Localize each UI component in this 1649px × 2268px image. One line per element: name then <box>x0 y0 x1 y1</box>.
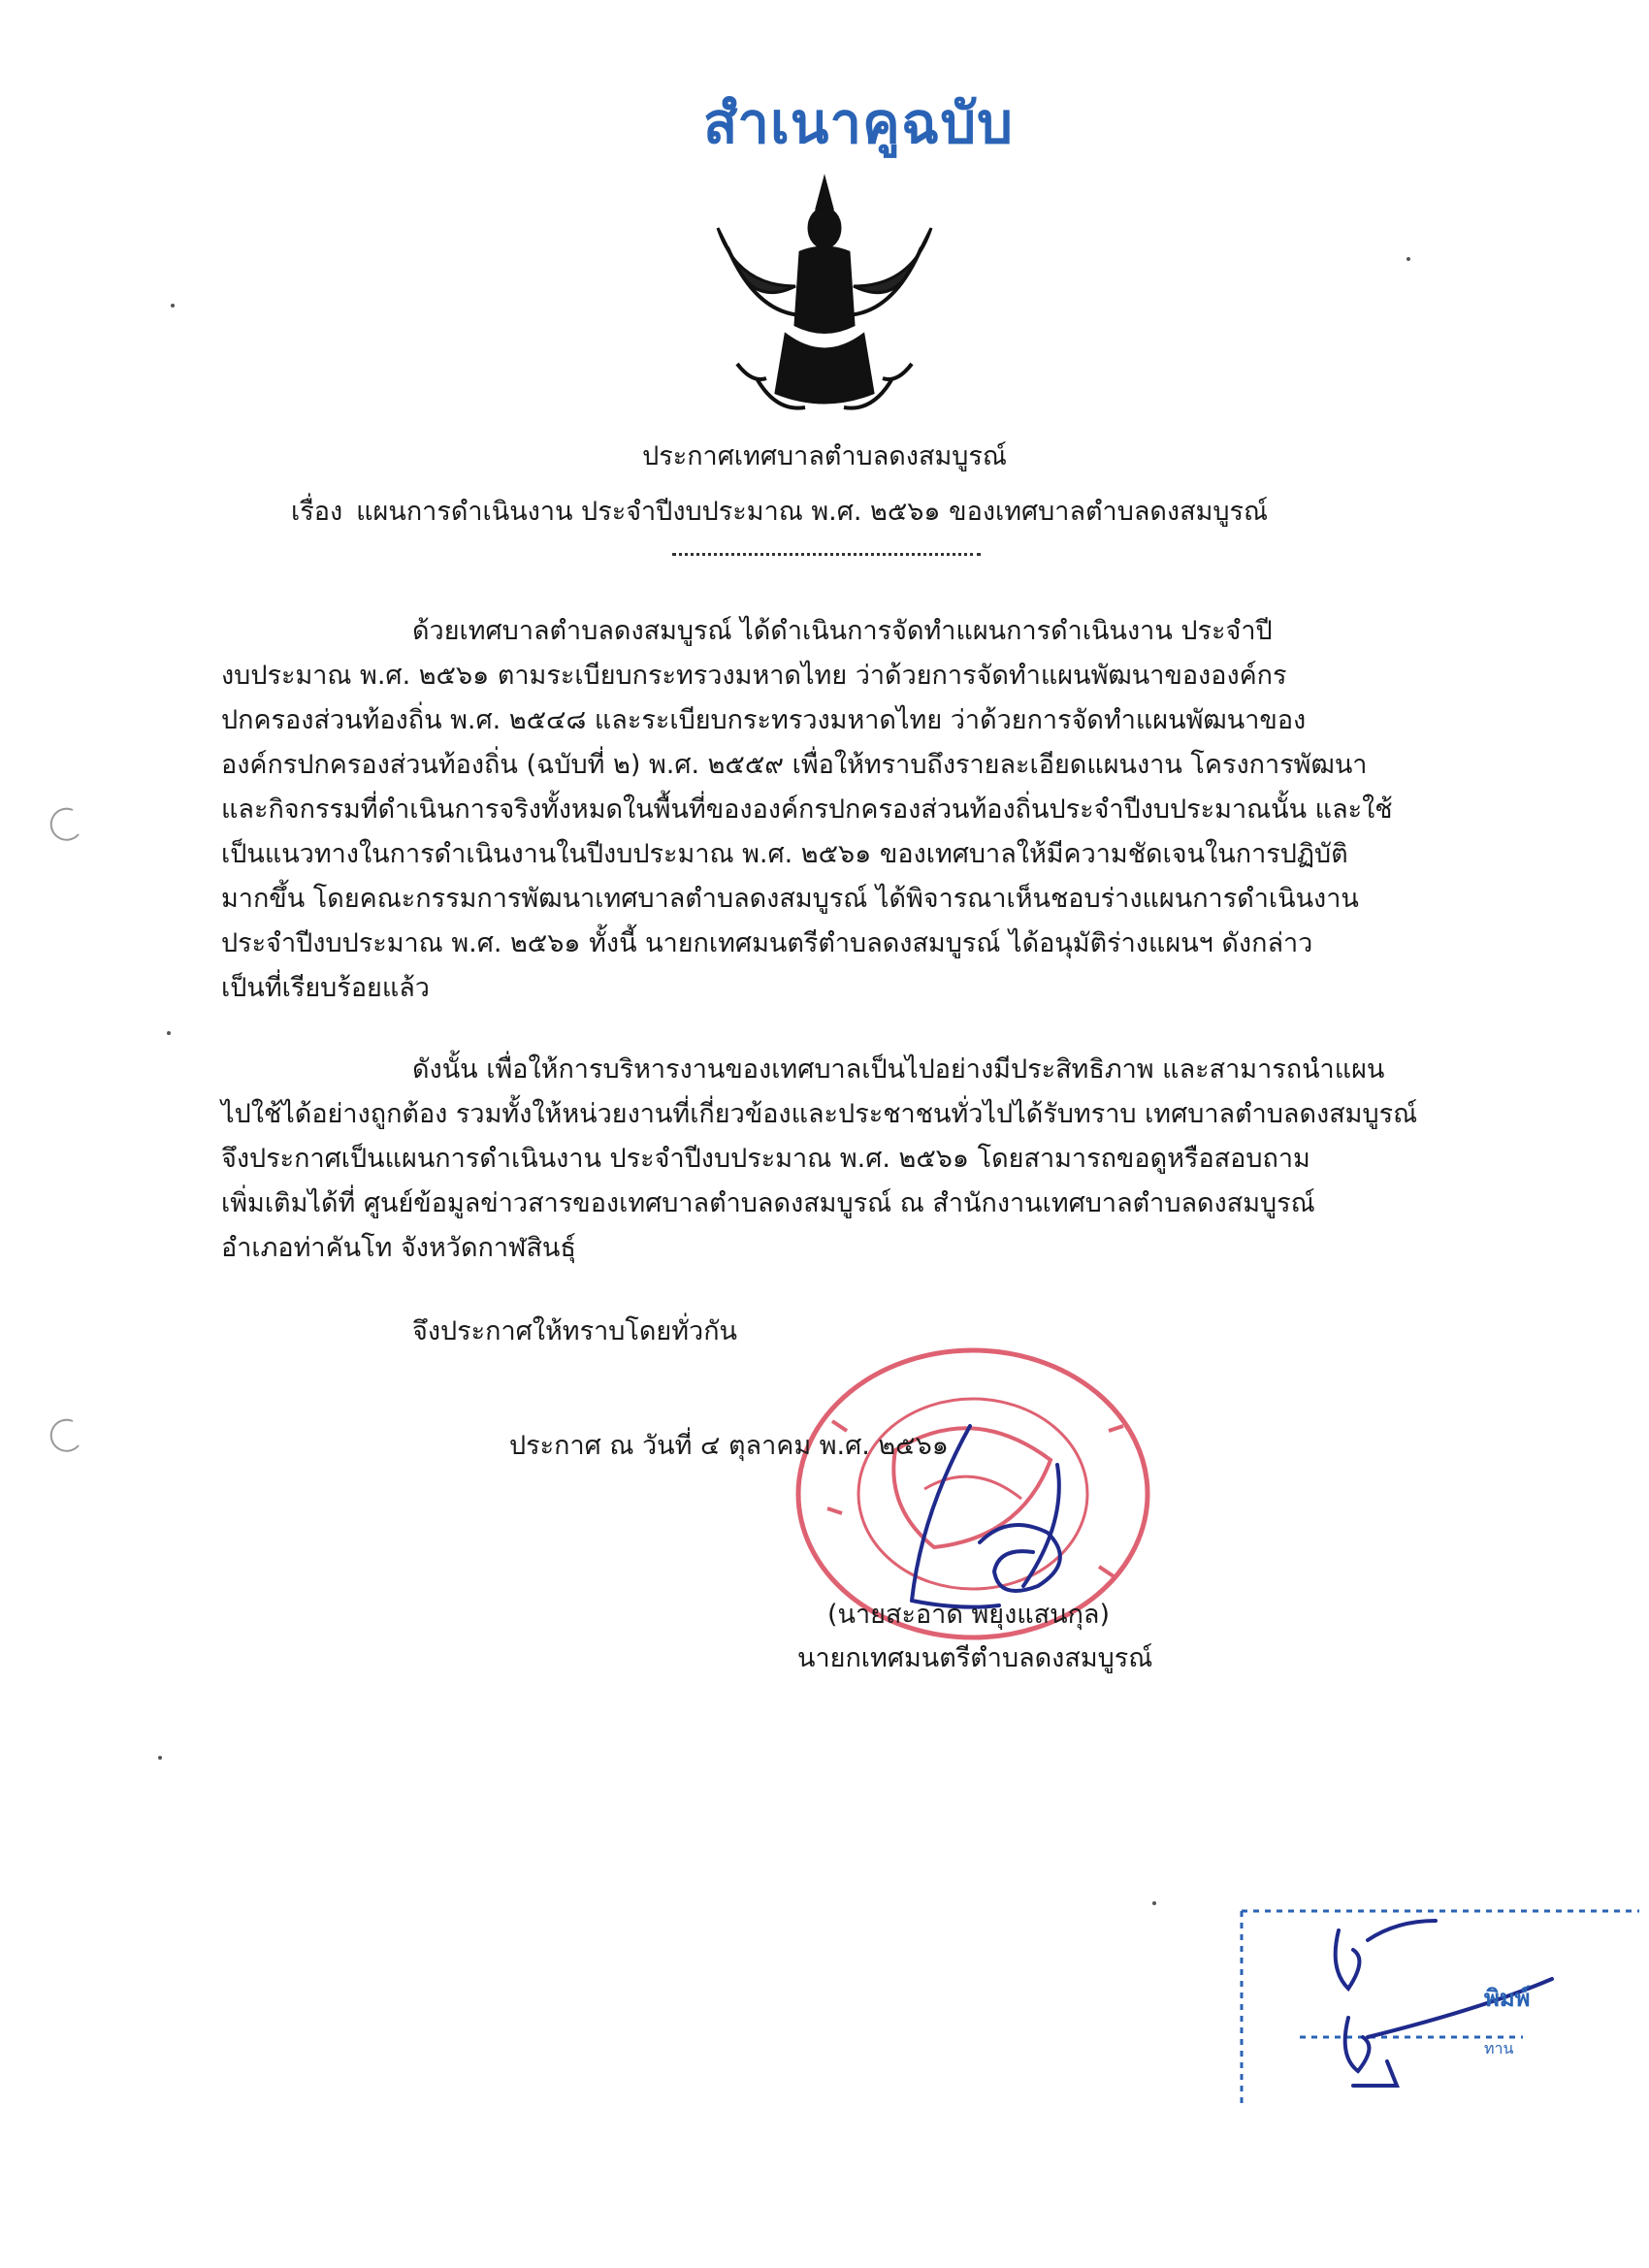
para1-line: งบประมาณ พ.ศ. ๒๕๖๑ ตามระเบียบกระทรวงมหาดไทย ว่าด้วยการจัดทำแผนพัฒนาขององค์กร <box>221 661 1287 691</box>
para2-line: เพิ่มเติมได้ที่ ศูนย์ข้อมูลข่าวสารของเทศบาลตำบลดงสมบูรณ์ ณ สำนักงานเทศบาลตำบลดงสมบูรณ์ <box>221 1188 1315 1218</box>
scan-speck <box>167 1031 171 1035</box>
punch-hole-icon <box>44 805 82 844</box>
para2-line: ดังนั้น เพื่อให้การบริหารงานของเทศบาลเป็นไปอย่างมีประสิทธิภาพ และสามารถนำแผน <box>412 1054 1385 1085</box>
para1-line: องค์กรปกครองส่วนท้องถิ่น (ฉบับที่ ๒) พ.ศ. ๒๕๕๙ เพื่อให้ทราบถึงรายละเอียดแผนงาน โครงการพัฒนา <box>221 750 1368 780</box>
dotted-divider <box>672 553 981 556</box>
para1-line: มากขึ้น โดยคณะกรรมการพัฒนาเทศบาลตำบลดงสมบูรณ์ ได้พิจารณาเห็นชอบร่างแผนการดำเนินงาน <box>221 884 1359 914</box>
announcement-title: ประกาศเทศบาลตำบลดงสมบูรณ์ <box>642 441 1007 471</box>
scan-speck <box>171 304 175 308</box>
para1-line: ปกครองส่วนท้องถิ่น พ.ศ. ๒๕๔๘ และระเบียบกระทรวงมหาดไทย ว่าด้วยการจัดทำแผนพัฒนาของ <box>221 705 1307 735</box>
para2-line: จึงประกาศเป็นแผนการดำเนินงาน ประจำปีงบประมาณ พ.ศ. ๒๕๖๑ โดยสามารถขอดูหรือสอบถาม <box>221 1144 1310 1174</box>
subject-text: แผนการดำเนินงาน ประจำปีงบประมาณ พ.ศ. ๒๕๖๑ ของเทศบาลตำบลดงสมบูรณ์ <box>356 497 1269 527</box>
garuda-emblem-icon <box>698 170 951 432</box>
para2-line: ไปใช้ได้อย่างถูกต้อง รวมทั้งให้หน่วยงานที่เกี่ยวข้องและประชาชนทั่วไปได้รับทราบ เทศบาลตำบลดงสมบูรณ์ <box>221 1099 1418 1129</box>
receipt-sub-label: ทาน <box>1484 2039 1514 2057</box>
receipt-stamp-icon <box>1232 1901 1649 2115</box>
scan-speck <box>1406 257 1410 261</box>
para1-line: ประจำปีงบประมาณ พ.ศ. ๒๕๖๑ ทั้งนี้ นายกเทศมนตรีตำบลดงสมบูรณ์ ได้อนุมัติร่างแผนฯ ดังกล่าว <box>221 928 1313 958</box>
para1-line: ด้วยเทศบาลตำบลดงสมบูรณ์ ได้ดำเนินการจัดทำแผนการดำเนินงาน ประจำปี <box>412 616 1273 646</box>
scan-speck <box>158 1756 162 1760</box>
para2-line: อำเภอท่าคันโท จังหวัดกาฬสินธุ์ <box>221 1233 576 1263</box>
signer-title: นายกเทศมนตรีตำบลดงสมบูรณ์ <box>797 1643 1153 1673</box>
certified-copy-stamp: สำเนาคูฉบับ <box>703 90 1014 156</box>
para1-line: เป็นแนวทางในการดำเนินงานในปีงบประมาณ พ.ศ. ๒๕๖๑ ของเทศบาลให้มีความชัดเจนในการปฏิบัติ <box>221 839 1348 869</box>
para1-line: และกิจกรรมที่ดำเนินการจริงทั้งหมดในพื้นที่ขององค์กรปกครองส่วนท้องถิ่นประจำปีงบประมาณนั้น และใช้ <box>221 794 1393 825</box>
receipt-print-label: พิมพ์ <box>1484 1985 1531 2012</box>
subject-label: เรื่อง <box>291 497 343 527</box>
punch-hole-icon <box>44 1416 82 1455</box>
para1-line: เป็นที่เรียบร้อยแล้ว <box>221 973 430 1003</box>
signer-name: (นายสะอาด พยุงแสนกุล) <box>827 1600 1111 1630</box>
closing-line: จึงประกาศให้ทราบโดยทั่วกัน <box>412 1316 737 1346</box>
announcement-subject <box>291 490 1268 532</box>
announcement-date: ประกาศ ณ วันที่ ๔ ตุลาคม พ.ศ. ๒๕๖๑ <box>509 1431 949 1461</box>
scan-speck <box>1152 1901 1156 1905</box>
